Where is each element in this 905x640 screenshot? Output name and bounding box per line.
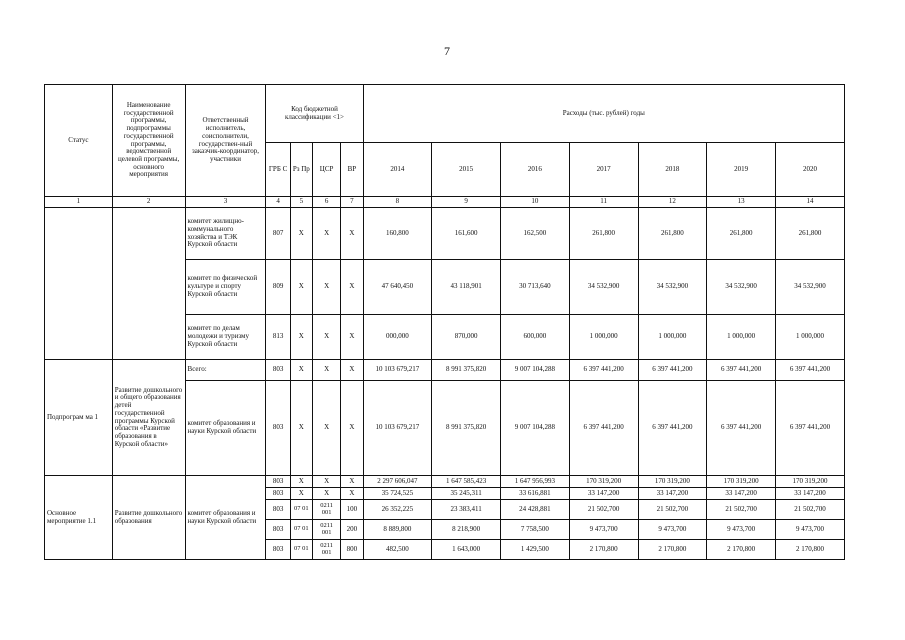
name-cell: Развитие дошкольного образования (112, 476, 185, 560)
value-cell: 1 429,500 (501, 540, 570, 560)
value-cell: 2 170,800 (638, 540, 707, 560)
value-cell: 23 383,411 (432, 500, 501, 520)
value-cell: 33 147,200 (776, 488, 845, 500)
vr-cell: Х (341, 488, 363, 500)
column-number: 7 (341, 197, 363, 208)
rzpr-cell: Х (290, 208, 312, 260)
value-cell: 10 103 679,217 (363, 381, 432, 476)
header-grbs: ГРБ С (266, 143, 290, 197)
rzpr-cell: Х (290, 315, 312, 360)
value-cell: 33 147,200 (638, 488, 707, 500)
rzpr-cell: Х (290, 381, 312, 476)
column-number: 2 (112, 197, 185, 208)
value-cell: 1 647 585,423 (432, 476, 501, 488)
header-year: 2015 (432, 143, 501, 197)
header-year: 2019 (707, 143, 776, 197)
value-cell: 1 000,000 (776, 315, 845, 360)
vr-cell: 100 (341, 500, 363, 520)
csr-cell: Х (312, 208, 340, 260)
value-cell: 21 502,700 (569, 500, 638, 520)
grbs-cell: 803 (266, 520, 290, 540)
column-number: 4 (266, 197, 290, 208)
csr-cell: 0211 001 (312, 520, 340, 540)
value-cell: 47 640,450 (363, 260, 432, 315)
value-cell: 9 473,700 (776, 520, 845, 540)
vr-cell: Х (341, 315, 363, 360)
value-cell: 6 397 441,200 (776, 360, 845, 381)
value-cell: 1 000,000 (707, 315, 776, 360)
value-cell: 26 352,225 (363, 500, 432, 520)
value-cell: 1 000,000 (638, 315, 707, 360)
rzpr-cell: 07 01 (290, 520, 312, 540)
vr-cell: Х (341, 260, 363, 315)
value-cell: 9 007 104,288 (501, 360, 570, 381)
status-cell-empty (45, 208, 113, 360)
value-cell: 600,000 (501, 315, 570, 360)
rzpr-cell: Х (290, 360, 312, 381)
value-cell: 6 397 441,200 (707, 360, 776, 381)
value-cell: 160,800 (363, 208, 432, 260)
csr-cell: Х (312, 315, 340, 360)
value-cell: 6 397 441,200 (707, 381, 776, 476)
value-cell: 1 647 956,993 (501, 476, 570, 488)
value-cell: 7 758,500 (501, 520, 570, 540)
grbs-cell: 809 (266, 260, 290, 315)
column-number: 10 (501, 197, 570, 208)
value-cell: 8 991 375,820 (432, 381, 501, 476)
value-cell: 2 170,800 (569, 540, 638, 560)
budget-table (44, 84, 845, 560)
rzpr-cell: Х (290, 488, 312, 500)
column-number: 9 (432, 197, 501, 208)
value-cell: 43 118,901 (432, 260, 501, 315)
table-row (45, 208, 845, 260)
csr-cell: 0211 001 (312, 500, 340, 520)
column-number: 5 (290, 197, 312, 208)
grbs-cell: 803 (266, 360, 290, 381)
value-cell: 170 319,200 (638, 476, 707, 488)
name-cell: Развитие дошкольного и общего образования детей государственной программы Курской области «Развитие образования в Курской области» (112, 360, 185, 476)
table-row (45, 476, 845, 488)
value-cell: 6 397 441,200 (569, 360, 638, 381)
csr-cell: Х (312, 260, 340, 315)
column-number: 1 (45, 197, 113, 208)
executor-cell: комитет по делам молодежи и туризму Курской области (185, 315, 266, 360)
rzpr-cell: Х (290, 476, 312, 488)
vr-cell: 200 (341, 520, 363, 540)
grbs-cell: 807 (266, 208, 290, 260)
executor-cell: комитет жилищно-коммунального хозяйства и ТЭК Курской области (185, 208, 266, 260)
column-number: 6 (312, 197, 340, 208)
value-cell: 21 502,700 (707, 500, 776, 520)
column-number: 13 (707, 197, 776, 208)
executor-cell: комитет по физической культуре и спорту Курской области (185, 260, 266, 315)
csr-cell: Х (312, 488, 340, 500)
value-cell: 33 147,200 (569, 488, 638, 500)
rzpr-cell: Х (290, 260, 312, 315)
value-cell: 8 218,900 (432, 520, 501, 540)
value-cell: 8 991 375,820 (432, 360, 501, 381)
value-cell: 10 103 679,217 (363, 360, 432, 381)
header-year: 2017 (569, 143, 638, 197)
value-cell: 6 397 441,200 (638, 381, 707, 476)
value-cell: 261,800 (707, 208, 776, 260)
value-cell: 34 532,900 (707, 260, 776, 315)
vr-cell: Х (341, 208, 363, 260)
value-cell: 33 616,881 (501, 488, 570, 500)
header-executor: Ответственный исполнитель, соисполнители, государствен-ный заказчик-координатор, участники (185, 85, 266, 197)
csr-cell: Х (312, 476, 340, 488)
grbs-cell: 803 (266, 540, 290, 560)
value-cell: 34 532,900 (569, 260, 638, 315)
header-name: Наименование государственной программы, подпрограммы государственной программы, ведомственной целевой программы, основного мероприятия (112, 85, 185, 197)
column-number-row (45, 197, 845, 208)
grbs-cell: 813 (266, 315, 290, 360)
csr-cell: 0211 001 (312, 540, 340, 560)
vr-cell: Х (341, 476, 363, 488)
value-cell: 33 147,200 (707, 488, 776, 500)
value-cell: 261,800 (569, 208, 638, 260)
value-cell: 2 170,800 (776, 540, 845, 560)
value-cell: 35 724,525 (363, 488, 432, 500)
value-cell: 34 532,900 (638, 260, 707, 315)
value-cell: 482,500 (363, 540, 432, 560)
value-cell: 35 245,311 (432, 488, 501, 500)
value-cell: 34 532,900 (776, 260, 845, 315)
executor-cell: Всего: (185, 360, 266, 381)
value-cell: 9 007 104,288 (501, 381, 570, 476)
header-year: 2016 (501, 143, 570, 197)
column-number: 3 (185, 197, 266, 208)
value-cell: 2 297 606,047 (363, 476, 432, 488)
csr-cell: Х (312, 360, 340, 381)
header-year: 2014 (363, 143, 432, 197)
value-cell: 170 319,200 (776, 476, 845, 488)
vr-cell: Х (341, 381, 363, 476)
rzpr-cell: 07 01 (290, 540, 312, 560)
grbs-cell: 803 (266, 500, 290, 520)
name-cell-empty (112, 208, 185, 360)
value-cell: 2 170,800 (707, 540, 776, 560)
executor-cell: комитет образования и науки Курской области (185, 476, 266, 560)
vr-cell: Х (341, 360, 363, 381)
value-cell: 6 397 441,200 (569, 381, 638, 476)
header-csr: ЦСР (312, 143, 340, 197)
column-number: 12 (638, 197, 707, 208)
rzpr-cell: 07 01 (290, 500, 312, 520)
value-cell: 30 713,640 (501, 260, 570, 315)
header-year: 2020 (776, 143, 845, 197)
value-cell: 24 428,881 (501, 500, 570, 520)
column-number: 14 (776, 197, 845, 208)
header-vr: ВР (341, 143, 363, 197)
value-cell: 9 473,700 (569, 520, 638, 540)
value-cell: 261,800 (776, 208, 845, 260)
value-cell: 000,000 (363, 315, 432, 360)
grbs-cell: 803 (266, 381, 290, 476)
value-cell: 21 502,700 (776, 500, 845, 520)
grbs-cell: 803 (266, 488, 290, 500)
vr-cell: 800 (341, 540, 363, 560)
value-cell: 1 643,000 (432, 540, 501, 560)
value-cell: 161,600 (432, 208, 501, 260)
header-rzpr: Рз Пр (290, 143, 312, 197)
grbs-cell: 803 (266, 476, 290, 488)
page-number: 7 (444, 44, 450, 58)
value-cell: 261,800 (638, 208, 707, 260)
value-cell: 1 000,000 (569, 315, 638, 360)
status-cell: Основное мероприятие 1.1 (45, 476, 113, 560)
value-cell: 9 473,700 (707, 520, 776, 540)
csr-cell: Х (312, 381, 340, 476)
value-cell: 170 319,200 (569, 476, 638, 488)
executor-cell: комитет образования и науки Курской области (185, 381, 266, 476)
value-cell: 21 502,700 (638, 500, 707, 520)
value-cell: 8 889,800 (363, 520, 432, 540)
table-row (45, 360, 845, 381)
header-budget-code: Код бюджетной классификации <1> (266, 85, 363, 143)
status-cell: Подпрограм ма 1 (45, 360, 113, 476)
header-status: Статус (45, 85, 113, 197)
column-number: 11 (569, 197, 638, 208)
value-cell: 6 397 441,200 (776, 381, 845, 476)
header-year: 2018 (638, 143, 707, 197)
value-cell: 6 397 441,200 (638, 360, 707, 381)
value-cell: 170 319,200 (707, 476, 776, 488)
header-expenses: Расходы (тыс. рублей) годы (363, 85, 844, 143)
value-cell: 162,500 (501, 208, 570, 260)
value-cell: 9 473,700 (638, 520, 707, 540)
column-number: 8 (363, 197, 432, 208)
value-cell: 870,000 (432, 315, 501, 360)
